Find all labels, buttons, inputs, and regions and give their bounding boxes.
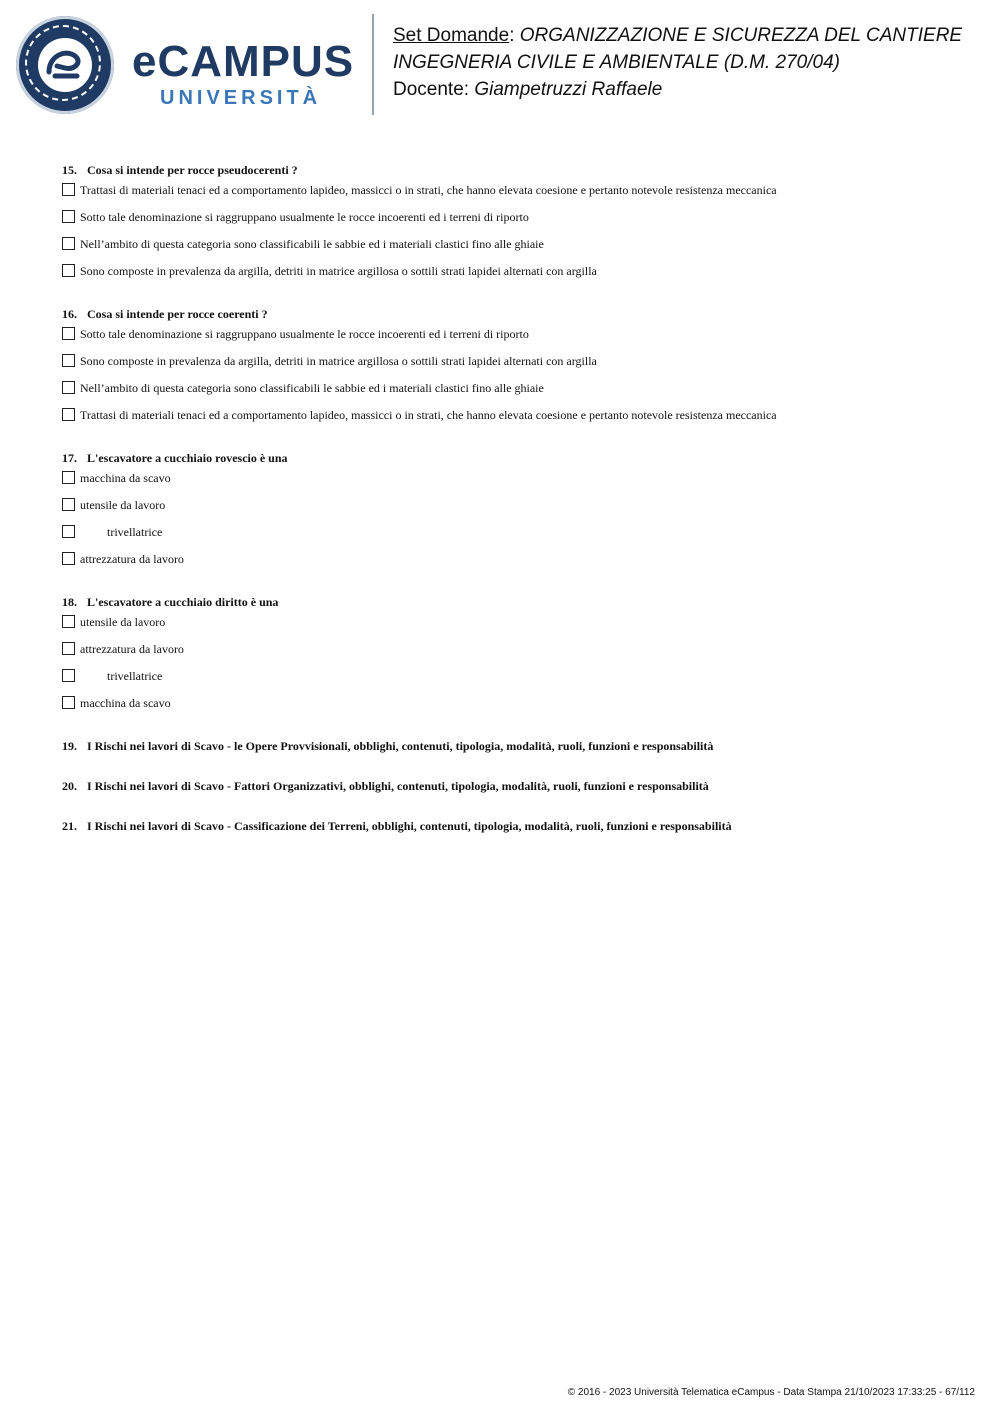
answer-option[interactable] <box>62 324 942 351</box>
answer-option[interactable] <box>62 207 942 234</box>
answer-text: Sono composte in prevalenza da argilla, detriti in matrice argillosa o sottili strati lapidei alternati con argilla <box>80 354 597 368</box>
answer-option[interactable] <box>62 666 942 693</box>
answer-text: Sono composte in prevalenza da argilla, detriti in matrice argillosa o sottili strati lapidei alternati con argilla <box>80 264 597 278</box>
set-title: ORGANIZZAZIONE E SICUREZZA DEL CANTIERE <box>519 25 963 46</box>
answer-text: Nell’ambito di questa categoria sono classificabili le sabbie ed i materiali clastici fino alle ghiaie <box>80 237 544 251</box>
teacher-label: Docente <box>393 79 464 100</box>
brand-subtitle: UNIVERSITÀ <box>160 87 322 109</box>
answer-text: Trattasi di materiali tenaci ed a comportamento lapideo, massicci o in strati, che hanno elevata coesione e pertanto notevole resistenza meccanica <box>80 183 777 197</box>
answer-text: macchina da scavo <box>80 696 171 710</box>
question-title <box>62 592 942 612</box>
question-number: 15. <box>62 163 77 177</box>
answer-option[interactable] <box>62 549 942 576</box>
answer-option[interactable] <box>62 693 942 720</box>
answer-option[interactable] <box>62 234 942 261</box>
question-text: L'escavatore a cucchiaio rovescio è una <box>87 451 288 465</box>
seal-emblem-icon <box>43 44 87 86</box>
question-text: I Rischi nei lavori di Scavo - le Opere Provvisionali, obblighi, contenuti, tipologia, modalità, ruoli, funzioni e responsabilità <box>87 739 714 753</box>
answer-option[interactable] <box>62 351 942 378</box>
question-list <box>62 160 942 856</box>
question-text: Cosa si intende per rocce pseudocerenti ? <box>87 163 298 177</box>
answer-option[interactable] <box>62 261 942 288</box>
answer-checkbox[interactable] <box>62 381 75 394</box>
answer-text: attrezzatura da lavoro <box>80 642 184 656</box>
answer-checkbox[interactable] <box>62 642 75 655</box>
answer-checkbox[interactable] <box>62 615 75 628</box>
answer-text: Trattasi di materiali tenaci ed a comportamento lapideo, massicci o in strati, che hanno elevata coesione e pertanto notevole resistenza meccanica <box>80 408 777 422</box>
answer-option[interactable] <box>62 495 942 522</box>
question-number: 19. <box>62 739 77 753</box>
set-line: Set Domande: ORGANIZZAZIONE E SICUREZZA DEL CANTIERE <box>393 25 963 46</box>
answer-text: utensile da lavoro <box>80 498 166 512</box>
answer-option[interactable] <box>62 180 942 207</box>
answer-checkbox[interactable] <box>62 327 75 340</box>
page-footer: © 2016 - 2023 Università Telematica eCampus - Data Stampa 21/10/2023 17:33:25 - 67/112 <box>567 1387 975 1398</box>
question-text: I Rischi nei lavori di Scavo - Cassificazione dei Terreni, obblighi, contenuti, tipologia, modalità, ruoli, funzioni e responsabilità <box>87 819 732 833</box>
course-line: INGEGNERIA CIVILE E AMBIENTALE (D.M. 270/04) <box>393 52 840 73</box>
page-header <box>0 0 1000 130</box>
question-number: 16. <box>62 307 77 321</box>
answer-option[interactable] <box>62 378 942 405</box>
answer-option[interactable] <box>62 468 942 495</box>
answer-checkbox[interactable] <box>62 183 75 196</box>
answer-text: macchina da scavo <box>80 471 171 485</box>
question-16 <box>62 304 942 432</box>
answer-checkbox[interactable] <box>62 498 75 511</box>
question-number: 18. <box>62 595 77 609</box>
answer-option[interactable] <box>62 522 942 549</box>
answer-checkbox[interactable] <box>62 408 75 421</box>
open-question-19 <box>62 736 942 776</box>
teacher-line: Docente: Giampetruzzi Raffaele <box>393 79 663 100</box>
answer-text: Sotto tale denominazione si raggruppano usualmente le rocce incoerenti ed i terreni di riporto <box>80 327 529 341</box>
question-text: L'escavatore a cucchiaio diritto è una <box>87 595 279 609</box>
answer-checkbox[interactable] <box>62 471 75 484</box>
answer-text: Sotto tale denominazione si raggruppano usualmente le rocce incoerenti ed i terreni di riporto <box>80 210 529 224</box>
answer-checkbox[interactable] <box>62 525 75 538</box>
answer-text: trivellatrice <box>107 525 163 539</box>
answer-checkbox[interactable] <box>62 669 75 682</box>
open-question-20 <box>62 776 942 816</box>
answer-checkbox[interactable] <box>62 210 75 223</box>
question-text: Cosa si intende per rocce coerenti ? <box>87 307 268 321</box>
answer-checkbox[interactable] <box>62 552 75 565</box>
question-title <box>62 448 942 468</box>
header-info <box>393 22 962 103</box>
question-number: 21. <box>62 819 77 833</box>
teacher-name: Giampetruzzi Raffaele <box>474 79 663 100</box>
answer-option[interactable] <box>62 639 942 666</box>
brand-name: eCAMPUS <box>132 37 355 86</box>
answer-checkbox[interactable] <box>62 696 75 709</box>
question-number: 20. <box>62 779 77 793</box>
answer-checkbox[interactable] <box>62 354 75 367</box>
open-question-21 <box>62 816 942 856</box>
answer-text: attrezzatura da lavoro <box>80 552 184 566</box>
question-title <box>62 160 942 180</box>
question-15 <box>62 160 942 288</box>
header-divider <box>372 14 374 115</box>
university-seal-logo <box>16 16 114 114</box>
question-title <box>62 304 942 324</box>
answer-option[interactable] <box>62 405 942 432</box>
question-17 <box>62 448 942 576</box>
answer-checkbox[interactable] <box>62 264 75 277</box>
question-text: I Rischi nei lavori di Scavo - Fattori Organizzativi, obblighi, contenuti, tipologia, modalità, ruoli, funzioni e responsabilità <box>87 779 709 793</box>
answer-text: utensile da lavoro <box>80 615 166 629</box>
answer-option[interactable] <box>62 612 942 639</box>
answer-checkbox[interactable] <box>62 237 75 250</box>
answer-text: trivellatrice <box>107 669 163 683</box>
answer-text: Nell’ambito di questa categoria sono classificabili le sabbie ed i materiali clastici fino alle ghiaie <box>80 381 544 395</box>
set-label: Set Domande <box>393 25 510 46</box>
question-number: 17. <box>62 451 77 465</box>
question-18 <box>62 592 942 720</box>
